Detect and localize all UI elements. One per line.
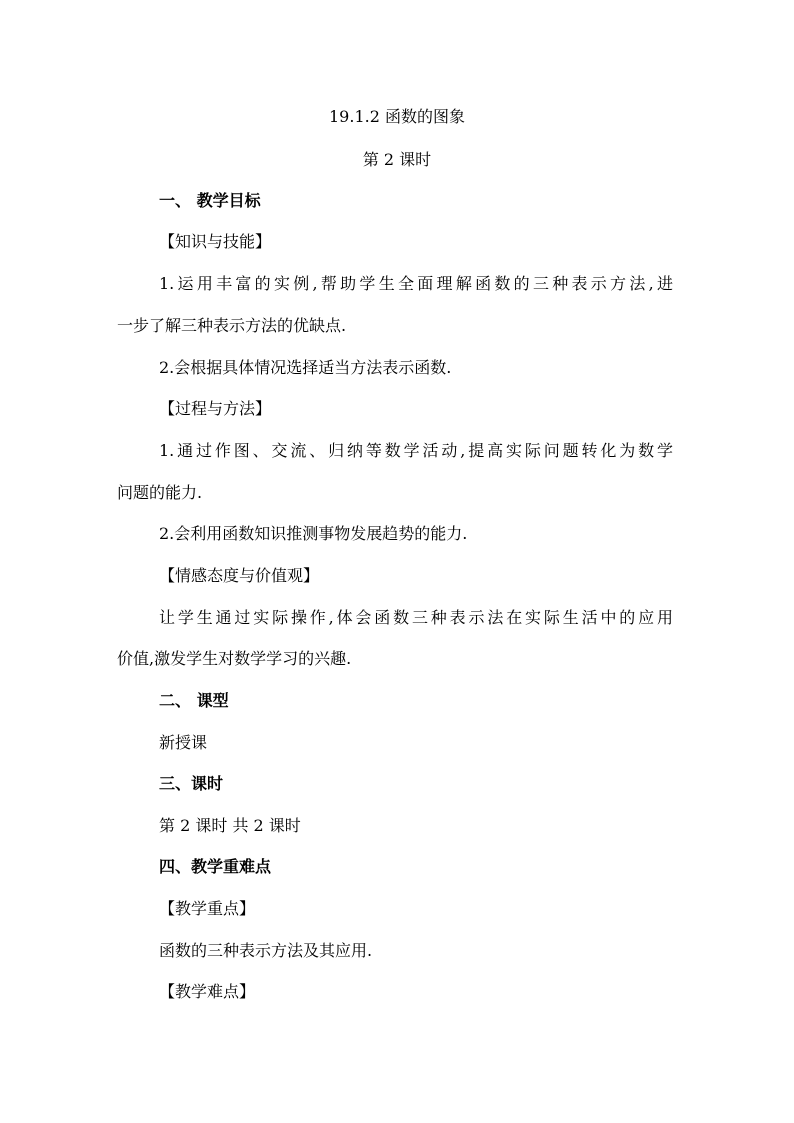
process-item1-line2: 问题的能力. <box>117 483 203 502</box>
process-item1-line1: 1.通过作图、交流、归纳等数学活动,提高实际问题转化为数学 <box>159 441 673 460</box>
key-point-label: 【教学重点】 <box>159 899 256 918</box>
process-label: 【过程与方法】 <box>159 399 272 418</box>
emotion-label: 【情感态度与价值观】 <box>159 566 320 585</box>
process-item2: 2.会利用函数知识推测事物发展趋势的能力. <box>159 524 468 543</box>
emotion-line2: 价值,激发学生对数学学习的兴趣. <box>117 649 352 668</box>
document-subtitle: 第 2 课时 <box>362 150 432 169</box>
knowledge-label: 【知识与技能】 <box>159 232 272 251</box>
knowledge-item2: 2.会根据具体情况选择适当方法表示函数. <box>159 358 452 377</box>
section2-heading: 二、 课型 <box>159 691 229 710</box>
section4-heading: 四、教学重难点 <box>159 857 272 876</box>
document-title: 19.1.2 函数的图象 <box>329 107 465 126</box>
knowledge-item1-line1: 1.运用丰富的实例,帮助学生全面理解函数的三种表示方法,进 <box>159 274 673 293</box>
section3-heading: 三、课时 <box>159 774 224 793</box>
difficult-point-label: 【教学难点】 <box>159 982 256 1001</box>
key-point-content: 函数的三种表示方法及其应用. <box>159 941 373 960</box>
emotion-line1: 让学生通过实际操作,体会函数三种表示法在实际生活中的应用 <box>159 608 673 627</box>
section3-content: 第 2 课时 共 2 课时 <box>159 816 301 835</box>
section1-heading: 一、 教学目标 <box>159 191 261 210</box>
knowledge-item1-line2: 一步了解三种表示方法的优缺点. <box>117 316 347 335</box>
section2-content: 新授课 <box>159 733 208 752</box>
